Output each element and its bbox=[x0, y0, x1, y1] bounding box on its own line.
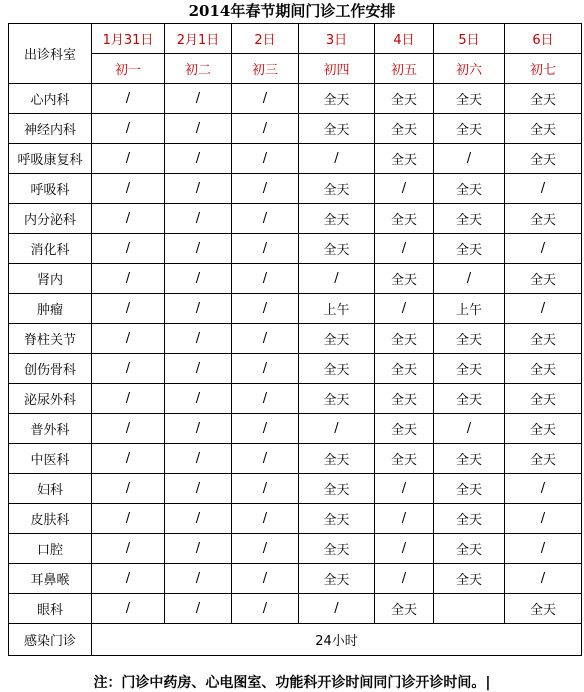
schedule-cell: 全天 bbox=[434, 354, 505, 384]
schedule-cell: 全天 bbox=[299, 114, 375, 144]
schedule-cell: 全天 bbox=[434, 504, 505, 534]
schedule-cell: / bbox=[92, 594, 165, 624]
schedule-cell: / bbox=[232, 354, 299, 384]
schedule-cell: 全天 bbox=[505, 114, 582, 144]
schedule-cell: / bbox=[165, 204, 232, 234]
schedule-cell: / bbox=[165, 234, 232, 264]
schedule-cell: 全天 bbox=[375, 384, 434, 414]
schedule-cell: / bbox=[232, 174, 299, 204]
dept-cell: 肾内 bbox=[9, 264, 92, 294]
schedule-cell: / bbox=[232, 594, 299, 624]
table-row bbox=[9, 534, 582, 564]
schedule-cell: 全天 bbox=[299, 354, 375, 384]
schedule-cell: / bbox=[375, 504, 434, 534]
schedule-cell: / bbox=[232, 324, 299, 354]
schedule-cell: / bbox=[165, 384, 232, 414]
schedule-cell: / bbox=[375, 564, 434, 594]
schedule-cell: / bbox=[232, 414, 299, 444]
schedule-cell: 上午 bbox=[434, 294, 505, 324]
schedule-cell: 全天 bbox=[505, 354, 582, 384]
page-title: 2014年春节期间门诊工作安排 bbox=[188, 2, 396, 20]
schedule-cell: / bbox=[505, 504, 582, 534]
schedule-cell: / bbox=[92, 384, 165, 414]
footnote: 注：门诊中药房、心电图室、功能科开诊时间同门诊开诊时间。| bbox=[93, 675, 491, 691]
lunar-header: 初一 bbox=[92, 54, 165, 84]
schedule-cell: 全天 bbox=[375, 324, 434, 354]
schedule-cell: / bbox=[92, 564, 165, 594]
dept-cell: 口腔 bbox=[9, 534, 92, 564]
schedule-cell: / bbox=[505, 174, 582, 204]
lunar-header: 初七 bbox=[505, 54, 582, 84]
schedule-cell: / bbox=[232, 564, 299, 594]
schedule-cell: / bbox=[232, 114, 299, 144]
dept-cell: 眼科 bbox=[9, 594, 92, 624]
schedule-cell: / bbox=[375, 534, 434, 564]
schedule-cell: 全天 bbox=[299, 324, 375, 354]
schedule-cell: 全天 bbox=[299, 474, 375, 504]
schedule-cell: / bbox=[232, 534, 299, 564]
schedule-cell: / bbox=[232, 144, 299, 174]
schedule-cell: / bbox=[434, 264, 505, 294]
schedule-cell: / bbox=[505, 534, 582, 564]
schedule-cell: / bbox=[505, 294, 582, 324]
schedule-cell: 全天 bbox=[505, 84, 582, 114]
dept-cell: 中医科 bbox=[9, 444, 92, 474]
schedule-cell: / bbox=[299, 264, 375, 294]
schedule-cell: 全天 bbox=[505, 444, 582, 474]
schedule-cell: / bbox=[232, 264, 299, 294]
schedule-cell: / bbox=[434, 414, 505, 444]
table-row bbox=[9, 114, 582, 144]
schedule-cell: 全天 bbox=[375, 204, 434, 234]
date-header: 2日 bbox=[232, 24, 299, 54]
schedule-cell: 全天 bbox=[505, 594, 582, 624]
schedule-cell: / bbox=[92, 264, 165, 294]
table-row bbox=[9, 564, 582, 594]
dept-cell: 呼吸科 bbox=[9, 174, 92, 204]
schedule-cell: 全天 bbox=[299, 174, 375, 204]
lunar-header: 初五 bbox=[375, 54, 434, 84]
schedule-cell: / bbox=[165, 84, 232, 114]
schedule-cell: / bbox=[165, 174, 232, 204]
dept-cell: 耳鼻喉 bbox=[9, 564, 92, 594]
schedule-cell: / bbox=[92, 294, 165, 324]
schedule-cell: 全天 bbox=[299, 204, 375, 234]
dept-cell: 肿瘤 bbox=[9, 294, 92, 324]
schedule-cell: / bbox=[165, 114, 232, 144]
schedule-cell: / bbox=[505, 564, 582, 594]
schedule-cell: / bbox=[92, 444, 165, 474]
schedule-cell: 全天 bbox=[505, 414, 582, 444]
schedule-cell: / bbox=[299, 414, 375, 444]
dept-column-header: 出诊科室 bbox=[9, 24, 92, 84]
schedule-cell: / bbox=[434, 144, 505, 174]
table-row bbox=[9, 384, 582, 414]
table-row bbox=[9, 144, 582, 174]
schedule-cell: / bbox=[92, 474, 165, 504]
schedule-cell: 全天 bbox=[375, 354, 434, 384]
table-row bbox=[9, 444, 582, 474]
dept-cell: 神经内科 bbox=[9, 114, 92, 144]
schedule-cell: / bbox=[165, 564, 232, 594]
schedule-cell: 全天 bbox=[505, 324, 582, 354]
lunar-header: 初三 bbox=[232, 54, 299, 84]
schedule-cell: 全天 bbox=[299, 444, 375, 474]
schedule-cell: / bbox=[299, 144, 375, 174]
schedule-cell: 全天 bbox=[299, 564, 375, 594]
dept-cell: 泌尿外科 bbox=[9, 384, 92, 414]
schedule-cell: / bbox=[92, 174, 165, 204]
schedule-cell: 全天 bbox=[299, 504, 375, 534]
schedule-cell: 全天 bbox=[299, 534, 375, 564]
lunar-header: 初六 bbox=[434, 54, 505, 84]
schedule-cell: / bbox=[92, 414, 165, 444]
dept-cell: 内分泌科 bbox=[9, 204, 92, 234]
schedule-cell: / bbox=[232, 84, 299, 114]
schedule-cell: / bbox=[232, 504, 299, 534]
schedule-cell: / bbox=[505, 234, 582, 264]
schedule-cell: / bbox=[165, 144, 232, 174]
schedule-cell: 全天 bbox=[375, 444, 434, 474]
schedule-cell: 全天 bbox=[434, 174, 505, 204]
schedule-cell: / bbox=[505, 474, 582, 504]
schedule-cell: / bbox=[232, 444, 299, 474]
schedule-cell: / bbox=[92, 114, 165, 144]
schedule-cell: 全天 bbox=[434, 474, 505, 504]
infection-clinic-row bbox=[9, 624, 582, 656]
schedule-cell: 全天 bbox=[434, 534, 505, 564]
schedule-cell: 全天 bbox=[434, 564, 505, 594]
schedule-cell: 全天 bbox=[375, 264, 434, 294]
schedule-cell: 全天 bbox=[434, 384, 505, 414]
schedule-cell: / bbox=[375, 234, 434, 264]
schedule-cell: / bbox=[92, 84, 165, 114]
schedule-cell: / bbox=[375, 294, 434, 324]
schedule-cell: / bbox=[92, 324, 165, 354]
schedule-cell: 全天 bbox=[375, 84, 434, 114]
dept-cell: 消化科 bbox=[9, 234, 92, 264]
table-row bbox=[9, 594, 582, 624]
schedule-cell: 全天 bbox=[505, 144, 582, 174]
lunar-header: 初四 bbox=[299, 54, 375, 84]
table-row bbox=[9, 324, 582, 354]
table-row bbox=[9, 204, 582, 234]
schedule-cell: / bbox=[165, 414, 232, 444]
schedule-cell: 全天 bbox=[505, 384, 582, 414]
schedule-cell: / bbox=[92, 204, 165, 234]
table-row bbox=[9, 354, 582, 384]
header-date-row bbox=[9, 24, 582, 54]
schedule-cell: 全天 bbox=[375, 414, 434, 444]
schedule-cell: / bbox=[165, 504, 232, 534]
table-row bbox=[9, 234, 582, 264]
schedule-cell: 全天 bbox=[299, 384, 375, 414]
hours-cell: 24小时 bbox=[92, 624, 582, 656]
schedule-cell: / bbox=[92, 144, 165, 174]
schedule-cell: / bbox=[92, 354, 165, 384]
date-header: 6日 bbox=[505, 24, 582, 54]
schedule-cell: 全天 bbox=[434, 234, 505, 264]
schedule-cell: 全天 bbox=[434, 324, 505, 354]
schedule-cell: 全天 bbox=[434, 444, 505, 474]
date-header: 2月1日 bbox=[165, 24, 232, 54]
schedule-cell: 全天 bbox=[505, 204, 582, 234]
schedule-cell: / bbox=[165, 294, 232, 324]
schedule-cell: / bbox=[165, 444, 232, 474]
schedule-cell: 全天 bbox=[434, 204, 505, 234]
dept-cell: 创伤骨科 bbox=[9, 354, 92, 384]
schedule-cell: 全天 bbox=[434, 84, 505, 114]
schedule-cell: 全天 bbox=[299, 84, 375, 114]
schedule-cell: / bbox=[92, 234, 165, 264]
schedule-cell: / bbox=[232, 384, 299, 414]
schedule-cell: 上午 bbox=[299, 294, 375, 324]
dept-cell: 呼吸康复科 bbox=[9, 144, 92, 174]
schedule-cell: / bbox=[232, 294, 299, 324]
schedule-cell: 全天 bbox=[375, 144, 434, 174]
lunar-header: 初二 bbox=[165, 54, 232, 84]
table-row bbox=[9, 174, 582, 204]
dept-cell: 普外科 bbox=[9, 414, 92, 444]
schedule-cell: / bbox=[299, 594, 375, 624]
schedule-cell: / bbox=[165, 264, 232, 294]
table-row bbox=[9, 264, 582, 294]
schedule-cell: / bbox=[232, 474, 299, 504]
schedule-cell: 全天 bbox=[505, 264, 582, 294]
schedule-cell: / bbox=[165, 354, 232, 384]
date-header: 4日 bbox=[375, 24, 434, 54]
schedule-cell: / bbox=[165, 324, 232, 354]
schedule-cell: / bbox=[92, 534, 165, 564]
schedule-cell: / bbox=[165, 534, 232, 564]
schedule-table bbox=[8, 23, 582, 656]
schedule-cell: 全天 bbox=[299, 234, 375, 264]
dept-cell: 皮肤科 bbox=[9, 504, 92, 534]
schedule-cell: / bbox=[92, 504, 165, 534]
schedule-cell: / bbox=[165, 594, 232, 624]
header-lunar-row bbox=[9, 54, 582, 84]
schedule-cell: 全天 bbox=[375, 114, 434, 144]
schedule-cell: / bbox=[165, 474, 232, 504]
schedule-cell: / bbox=[232, 204, 299, 234]
date-header: 1月31日 bbox=[92, 24, 165, 54]
table-row bbox=[9, 294, 582, 324]
dept-cell: 妇科 bbox=[9, 474, 92, 504]
date-header: 5日 bbox=[434, 24, 505, 54]
table-row bbox=[9, 414, 582, 444]
dept-cell: 脊柱关节 bbox=[9, 324, 92, 354]
schedule-cell: / bbox=[375, 474, 434, 504]
schedule-body bbox=[9, 84, 582, 656]
schedule-cell: / bbox=[232, 234, 299, 264]
table-row bbox=[9, 504, 582, 534]
schedule-cell: 全天 bbox=[375, 594, 434, 624]
date-header: 3日 bbox=[299, 24, 375, 54]
schedule-cell: / bbox=[375, 174, 434, 204]
schedule-cell: 全天 bbox=[434, 114, 505, 144]
dept-cell: 感染门诊 bbox=[9, 624, 92, 656]
schedule-cell bbox=[434, 594, 505, 624]
table-row bbox=[9, 474, 582, 504]
dept-cell: 心内科 bbox=[9, 84, 92, 114]
table-row bbox=[9, 84, 582, 114]
